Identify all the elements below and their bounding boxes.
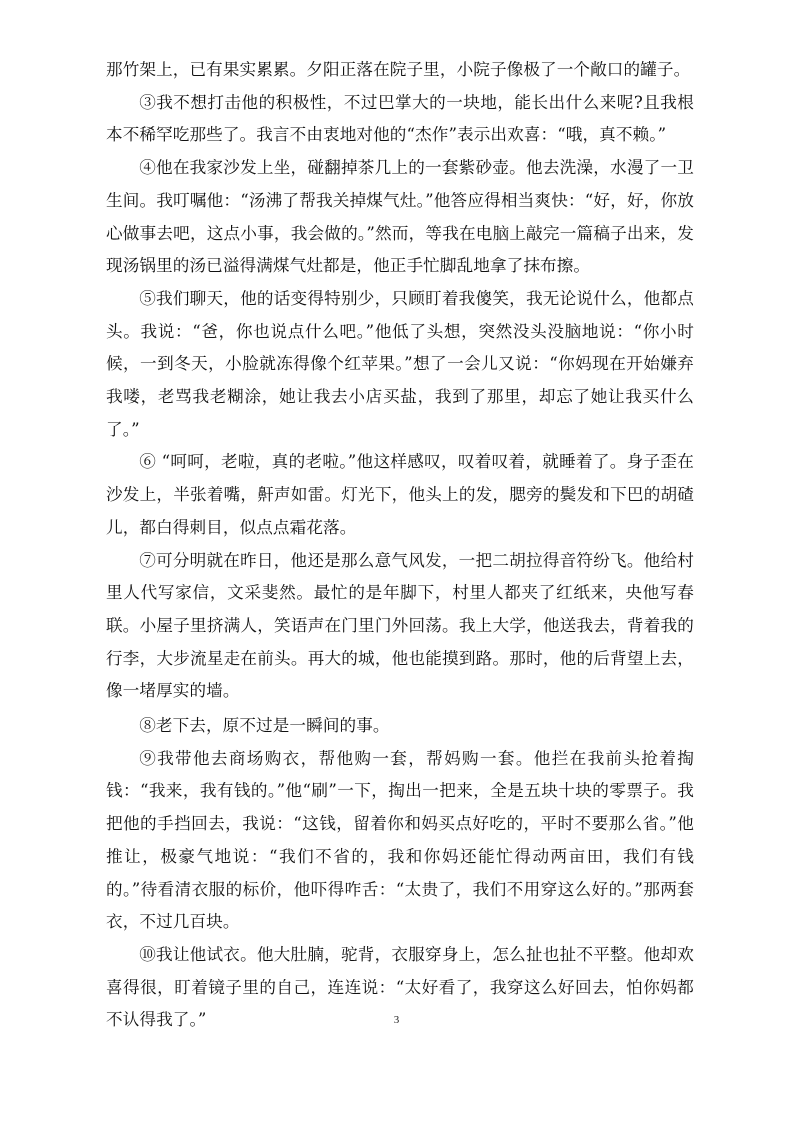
paragraph-6: ⑥ “呵呵，老啦，真的老啦。”他这样感叹，叹着叹着，就睡着了。身子歪在沙发上，半张着嘴，鼾声如雷。灯光下，他头上的发，腮旁的鬓发和下巴的胡碴儿，都白得刺目，似点点霜花落。 — [106, 452, 694, 537]
paragraph-continued: 那竹架上，已有果实累累。夕阳正落在院子里，小院子像极了一个敞口的罐子。 — [106, 60, 691, 79]
paragraph-8: ⑧老下去，原不过是一瞬间的事。 — [139, 716, 390, 736]
page-number: 3 — [393, 1014, 400, 1026]
document-body — [106, 54, 694, 1037]
paragraph-9: ⑨我带他去商场购衣，帮他购一套，帮妈购一套。他拦在我前头抢着掏钱：“我来，我有钱的。”他“刷”一下，掏出一把来，全是五块十块的零票子。我把他的手挡回去，我说：“这钱，留着你和妈买点好吃的，平时不要那么省。”他推让，极豪气地说：“我们不省的，我和你妈还能忙得动两亩田，我们有钱的。”待看清衣服的标价，他吓得咋舌：“太贵了，我们不用穿这么好的。”那两套衣，不过几百块。 — [106, 748, 694, 932]
paragraph-4: ④他在我家沙发上坐，碰翻掉茶几上的一套紫砂壶。他去洗澡，水漫了一卫生间。我叮嘱他：“汤沸了帮我关掉煤气灶。”他答应得相当爽快：“好，好，你放心做事去吧，这点小事，我会做的。”然而，等我在电脑上敲完一篇稿子出来，发现汤锅里的汤已溢得满煤气灶都是，他正手忙脚乱地拿了抹布擦。 — [106, 158, 694, 276]
paragraph-7: ⑦可分明就在昨日，他还是那么意气风发，一把二胡拉得音符纷飞。他给村里人代写家信，文采斐然。最忙的是年脚下，村里人都夹了红纸来，央他写春联。小屋子里挤满人，笑语声在门里门外回荡。我上大学，他送我去，背着我的行李，大步流星走在前头。再大的城，他也能摸到路。那时，他的后背望上去，像一堵厚实的墙。 — [106, 550, 694, 701]
paragraph-10: ⑩我让他试衣。他大肚腩，驼背，衣服穿身上，怎么扯也扯不平整。他却欢喜得很，盯着镜子里的自己，连连说：“太好看了，我穿这么好回去，怕你妈都不认得我了。” — [106, 944, 694, 1030]
paragraph-5: ⑤我们聊天，他的话变得特别少，只顾盯着我傻笑，我无论说什么，他都点头。我说：“爸，你也说点什么吧。”他低了头想，突然没头没脑地说：“你小时候，一到冬天，小脸就冻得像个红苹果。”想了一会儿又说：“你妈现在开始嫌弃我喽，老骂我老糊涂，她让我去小店买盐，我到了那里，却忘了她让我买什么了。” — [106, 288, 694, 439]
paragraph-3: ③我不想打击他的积极性，不过巴掌大的一块地，能长出什么来呢?且我根本不稀罕吃那些了。我言不由衷地对他的“杰作”表示出欢喜：“哦，真不赖。” — [106, 92, 694, 145]
